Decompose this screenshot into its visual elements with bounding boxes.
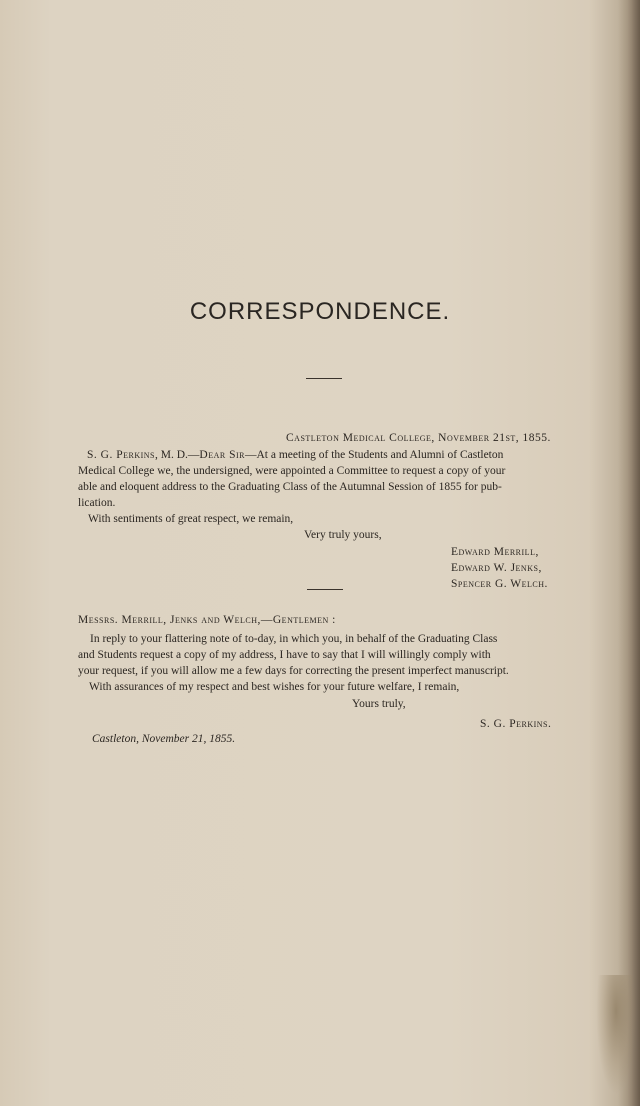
letter1-body-line: lication. [78,497,116,509]
letter2-place-date: Castleton, November 21, 1855. [92,733,236,745]
letter2-signature: S. G. Perkins. [480,718,552,730]
letter1-addressee: S. G. Perkins [87,449,155,461]
signatory-name: Spencer G. Welch. [451,578,548,590]
page-title: CORRESPONDENCE. [189,298,451,325]
signatory-name: Edward Merrill, [451,546,539,558]
page-edge-shadow [618,0,640,1106]
letter2-closing: Yours truly, [352,698,406,710]
letter2-body-line: In reply to your flattering note of to-day, in which you, in behalf of the Graduating Class [90,633,498,645]
letter1-first-line [87,448,503,462]
letter1-salutation: Dear Sir [199,449,245,461]
letter1-addressee-title: , M. D.— [155,449,200,461]
letter1-dateline: Castleton Medical College, November 21st, 1855. [286,432,551,444]
letter2-body-line: With assurances of my respect and best wishes for your future welfare, I remain, [89,681,460,693]
letter1-closing: Very truly yours, [304,529,382,541]
title-divider [306,378,342,379]
signatory-name: Edward W. Jenks, [451,562,542,574]
letter2-salutation: Messrs. Merrill, Jenks and Welch,—Gentlemen : [78,614,336,626]
letter2-body-line: and Students request a copy of my address, I have to say that I will willingly comply with [78,649,491,661]
letter1-body-line: Medical College we, the undersigned, were appointed a Committee to request a copy of your [78,465,506,477]
letter1-body-line: able and eloquent address to the Graduating Class of the Autumnal Session of 1855 for pub- [78,481,502,493]
letters-divider [307,589,343,590]
letter2-body-line: your request, if you will allow me a few days for correcting the present imperfect manuscript. [78,665,509,677]
letter1-body-line: With sentiments of great respect, we remain, [88,513,294,525]
letter1-body-line: —At a meeting of the Students and Alumni of Castleton [244,449,504,461]
page-stain [596,975,636,1095]
